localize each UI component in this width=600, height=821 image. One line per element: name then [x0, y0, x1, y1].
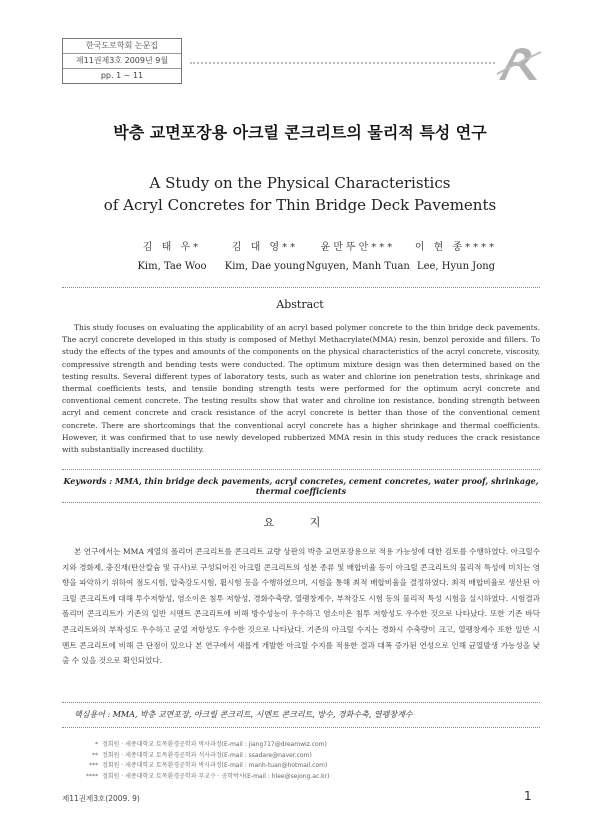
title-english-line-1: A Study on the Physical Characteristics [149, 174, 451, 192]
title-korean: 박층 교면포장용 아크릴 콘크리트의 물리적 특성 연구 [113, 123, 487, 142]
abstract-text: This study focuses on evaluating the applicability of an acryl based polymer concrete to the thin bridge deck pavements. The acryl concrete developed in this study is composed of Methyl Methacrylate(MMA) resin, benzol peroxide and fillers. To study the effects of the types and amounts of the components on the physical characteristics of the acryl concrete, viscosity, compressive strength and bending tests were conducted. The optimum mixture design was then determined based on the testing results. Several different types of laboratory tests, such as water and chlorine ion penetration tests, shrinkage and thermal coefficients tests, and tensile bonding strength tests were performed for the optimum acryl concrete and conventional cement concrete. The testing results show that water and chroline ion resistance, bonding strength between acryl and cement concrete and crack resistance of the acryl concrete is better than those of the conventional cement concrete. There are shortcomings that the conventional acryl concrete has a higher shrinkage and thermal coefficients. However, it was confirmed that to use newly developed rubberized MMA resin in this study reduces the crack resistance with substantially increased ductility. [62, 323, 540, 455]
footnote-3: *** 정회원 · 세종대학교 토목환경공학과 박사과정(E-mail : manh-tuan@hotmail.com) [89, 762, 328, 769]
journal-issue: 제11권제3호 2009년 9월 [63, 54, 181, 69]
journal-info-box [62, 38, 182, 84]
author-name-en: Nguyen, Manh Tuan [306, 261, 410, 272]
footnote-2: ** 정회원 · 세종대학교 토목환경공학과 석사과정(E-mail : ssadare@naver.com) [92, 751, 312, 759]
journal-name: 한국도로학회 논문집 [63, 39, 181, 54]
author-footnotes [74, 740, 329, 782]
keywords-korean: 핵심용어 : MMA, 박층 교면포장, 아크릴 콘크리트, 시멘트 콘크리트, 방수, 경화수축, 열팽창계수 [74, 710, 413, 719]
footnote-1: * 정회원 · 세종대학교 토목환경공학과 박사과정(E-mail : jiang717@dreamwiz.com) [95, 741, 327, 748]
author-name-en: Kim, Dae young [224, 261, 306, 272]
journal-pages: pp. 1 ~ 11 [100, 71, 144, 80]
abstract-heading: Abstract [276, 298, 324, 311]
journal-logo-icon [495, 44, 543, 84]
author-name-ko: 김 태 우* [142, 242, 202, 253]
header-dotted-rule [190, 62, 495, 64]
divider-top [62, 287, 540, 288]
divider-keywords-ko [62, 727, 540, 728]
author-name-ko: 윤만뚜안*** [320, 242, 396, 253]
title-english-line-2: of Acryl Concretes for Thin Bridge Deck Pavements [103, 196, 497, 214]
author-name-en: Lee, Hyun Jong [416, 261, 496, 272]
author-name-en: Kim, Tae Woo [137, 261, 207, 272]
footnote-4: **** 정회원 · 세종대학교 토목환경공학과 부교수 · 공학박사(E-mail : hlee@sejong.ac.kr) [86, 772, 330, 780]
yoji-text: 본 연구에서는 MMA 계열의 폴리머 콘크리트를 콘크리트 교량 상판의 박층 교면포장용으로 적용 가능성에 대한 검토를 수행하였다. 아크릴수지와 경화제, 충진재(탄산칼슘 및 규사)로 구성되어진 아크릴 콘크리트의 성분 종류 및 배합비율 등이 아크릴 콘크리트의 물리적 특성에 미치는 영향을 파악하기 위하여 점도시험, 압축강도시험, 휨시험 등을 수행하였으며, 시험을 통해 최적 배합비율을 결정하였다. 최적 배합비율로 생산된 아크릴 콘크리트에 대해 투수저항성, 염소이온 침투 저항성, 경화수축량, 열팽창계수, 부착강도 시험 등의 물리적 특성 시험을 실시하였다. 시험결과 폴리머 콘크리트가 기존의 일반 시멘트 콘크리트에 비해 방수성능이 우수하고 염소이온 침투 저항성도 우수한 것으로 나타났다. 또한 기존 바닥 콘크리트와의 부착성도 우수하고 균열 저항성도 우수한 것으로 나타났다. 기존의 아크릴 수지는 경화시 수축량이 크고, 열팽창계수 또한 일반 시멘트 콘크리트에 비해 큰 단점이 있으나 본 연구에서 새롭게 개발한 아크릴 수지를 적용한 결과 대폭 증가된 연성으로 인해 균열발생 가능성을 낮출 수 있을 것으로 확인되었다. [62, 547, 540, 666]
page-number: 1 [524, 789, 532, 803]
author-4 [396, 238, 516, 272]
divider-keywords [62, 502, 540, 503]
footer-issue: 제11권제3호(2009. 9) [62, 794, 140, 803]
yoji-heading: 요 지 [263, 516, 337, 529]
author-name-ko: 김 대 영** [231, 242, 299, 253]
author-name-ko: 이 현 종**** [414, 242, 498, 253]
keywords-english: Keywords : MMA, thin bridge deck pavements, acryl concretes, cement concretes, water proof, shrinkage, thermal coefficients [63, 476, 539, 496]
divider-yoji [62, 702, 540, 703]
title-english [0, 172, 600, 216]
divider-abstract [62, 469, 540, 470]
